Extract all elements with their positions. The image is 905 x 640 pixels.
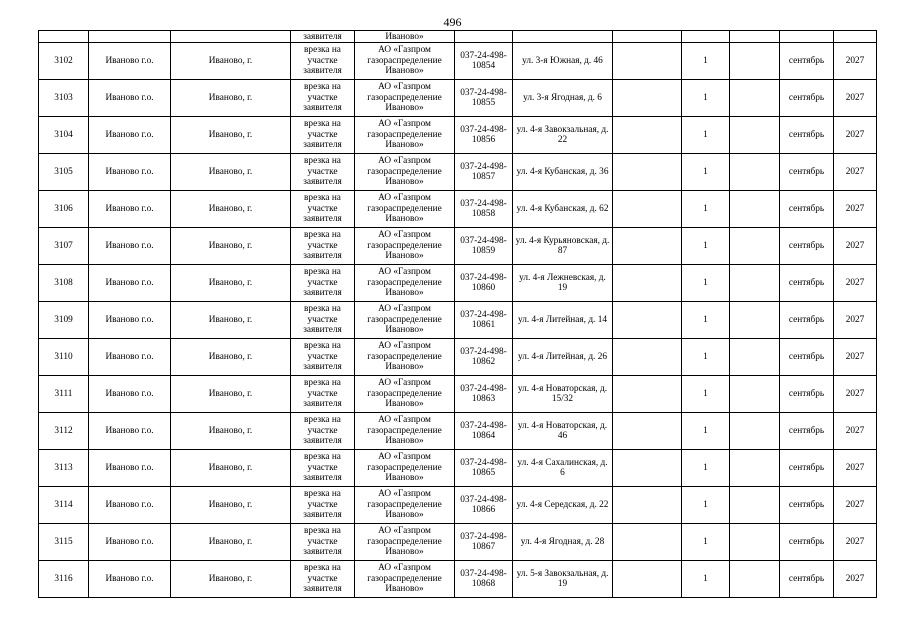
- cell-empty: [613, 561, 682, 598]
- table-row: [39, 265, 877, 302]
- cell-empty: [730, 302, 780, 339]
- cell-district: Иваново г.о.: [89, 265, 171, 302]
- cell-locality: Иваново, г.: [171, 450, 291, 487]
- cell-count: 1: [682, 80, 730, 117]
- cell-org: АО «Газпром газораспределение Иваново»: [355, 376, 455, 413]
- cell-empty: [730, 450, 780, 487]
- cell-method: врезка на участке заявителя: [291, 302, 355, 339]
- cell-district: Иваново г.о.: [89, 191, 171, 228]
- cell-code: 037-24-498-10860: [455, 265, 513, 302]
- cell-address: ул. 4-я Кубанская, д. 62: [513, 191, 613, 228]
- cell-empty: [730, 524, 780, 561]
- cell-empty: [613, 80, 682, 117]
- cell-method: врезка на участке заявителя: [291, 154, 355, 191]
- cell-empty: [730, 265, 780, 302]
- cell-count: 1: [682, 524, 730, 561]
- cell-org: АО «Газпром газораспределение Иваново»: [355, 561, 455, 598]
- table-row: [39, 413, 877, 450]
- cell-code: 037-24-498-10861: [455, 302, 513, 339]
- cell-empty: [613, 43, 682, 80]
- cell-district: Иваново г.о.: [89, 524, 171, 561]
- cell-year: 2027: [834, 265, 877, 302]
- page-number: 496: [443, 15, 462, 29]
- cell-district: Иваново г.о.: [89, 117, 171, 154]
- cell-count: 1: [682, 302, 730, 339]
- cell-month: сентябрь: [780, 117, 834, 154]
- cell-empty: [613, 154, 682, 191]
- cell-year: 2027: [834, 376, 877, 413]
- cell-empty: [513, 31, 613, 43]
- cell-locality: Иваново, г.: [171, 265, 291, 302]
- cell-district: Иваново г.о.: [89, 450, 171, 487]
- cell-code: 037-24-498-10857: [455, 154, 513, 191]
- table-row: [39, 524, 877, 561]
- cell-month: сентябрь: [780, 413, 834, 450]
- cell-count: 1: [682, 117, 730, 154]
- cell-empty: [730, 487, 780, 524]
- cell-code: 037-24-498-10867: [455, 524, 513, 561]
- cell-district: Иваново г.о.: [89, 154, 171, 191]
- cell-empty: [613, 228, 682, 265]
- cell-method: заявителя: [291, 31, 355, 43]
- cell-count: 1: [682, 339, 730, 376]
- cell-method: врезка на участке заявителя: [291, 228, 355, 265]
- cell-locality: Иваново, г.: [171, 302, 291, 339]
- cell-address: ул. 4-я Завокзальная, д. 22: [513, 117, 613, 154]
- cell-number: 3105: [39, 154, 89, 191]
- table-row: [39, 80, 877, 117]
- cell-empty: [730, 376, 780, 413]
- cell-empty: [730, 117, 780, 154]
- cell-empty: [613, 339, 682, 376]
- cell-code: 037-24-498-10856: [455, 117, 513, 154]
- cell-month: сентябрь: [780, 154, 834, 191]
- cell-empty: [613, 302, 682, 339]
- cell-method: врезка на участке заявителя: [291, 191, 355, 228]
- cell-year: 2027: [834, 561, 877, 598]
- table-row: [39, 43, 877, 80]
- cell-locality: Иваново, г.: [171, 117, 291, 154]
- cell-org: Иваново»: [355, 31, 455, 43]
- table-row: [39, 376, 877, 413]
- cell-empty: [613, 265, 682, 302]
- cell-method: врезка на участке заявителя: [291, 339, 355, 376]
- cell-count: 1: [682, 450, 730, 487]
- cell-address: ул. 3-я Ягодная, д. 6: [513, 80, 613, 117]
- cell-year: 2027: [834, 524, 877, 561]
- cell-locality: Иваново, г.: [171, 191, 291, 228]
- cell-count: 1: [682, 154, 730, 191]
- cell-number: 3107: [39, 228, 89, 265]
- cell-month: сентябрь: [780, 561, 834, 598]
- cell-number: 3112: [39, 413, 89, 450]
- cell-org: АО «Газпром газораспределение Иваново»: [355, 80, 455, 117]
- cell-empty: [780, 31, 834, 43]
- cell-locality: Иваново, г.: [171, 561, 291, 598]
- cell-method: врезка на участке заявителя: [291, 80, 355, 117]
- cell-code: 037-24-498-10865: [455, 450, 513, 487]
- cell-empty: [730, 80, 780, 117]
- cell-code: 037-24-498-10859: [455, 228, 513, 265]
- cell-address: ул. 3-я Южная, д. 46: [513, 43, 613, 80]
- cell-count: 1: [682, 487, 730, 524]
- gasification-table: [38, 30, 877, 598]
- cell-org: АО «Газпром газораспределение Иваново»: [355, 191, 455, 228]
- cell-month: сентябрь: [780, 524, 834, 561]
- cell-org: АО «Газпром газораспределение Иваново»: [355, 154, 455, 191]
- cell-address: ул. 4-я Кубанская, д. 36: [513, 154, 613, 191]
- cell-code: 037-24-498-10862: [455, 339, 513, 376]
- cell-number: 3110: [39, 339, 89, 376]
- table-row-continuation: [39, 31, 877, 43]
- cell-year: 2027: [834, 302, 877, 339]
- cell-count: 1: [682, 228, 730, 265]
- cell-locality: Иваново, г.: [171, 339, 291, 376]
- cell-year: 2027: [834, 80, 877, 117]
- cell-number: 3104: [39, 117, 89, 154]
- cell-address: ул. 4-я Сахалинская, д. 6: [513, 450, 613, 487]
- cell-year: 2027: [834, 413, 877, 450]
- cell-empty: [89, 31, 171, 43]
- cell-address: ул. 4-я Новаторская, д. 15/32: [513, 376, 613, 413]
- cell-org: АО «Газпром газораспределение Иваново»: [355, 339, 455, 376]
- cell-locality: Иваново, г.: [171, 43, 291, 80]
- cell-empty: [613, 117, 682, 154]
- cell-code: 037-24-498-10854: [455, 43, 513, 80]
- cell-org: АО «Газпром газораспределение Иваново»: [355, 265, 455, 302]
- cell-org: АО «Газпром газораспределение Иваново»: [355, 43, 455, 80]
- cell-method: врезка на участке заявителя: [291, 561, 355, 598]
- cell-locality: Иваново, г.: [171, 154, 291, 191]
- cell-month: сентябрь: [780, 339, 834, 376]
- cell-month: сентябрь: [780, 43, 834, 80]
- cell-count: 1: [682, 43, 730, 80]
- cell-address: ул. 4-я Середская, д. 22: [513, 487, 613, 524]
- cell-number: 3115: [39, 524, 89, 561]
- cell-method: врезка на участке заявителя: [291, 450, 355, 487]
- cell-number: 3102: [39, 43, 89, 80]
- cell-address: ул. 5-я Завокзальная, д. 19: [513, 561, 613, 598]
- cell-locality: Иваново, г.: [171, 376, 291, 413]
- cell-empty: [730, 413, 780, 450]
- cell-locality: Иваново, г.: [171, 413, 291, 450]
- cell-district: Иваново г.о.: [89, 376, 171, 413]
- cell-count: 1: [682, 376, 730, 413]
- cell-district: Иваново г.о.: [89, 228, 171, 265]
- cell-year: 2027: [834, 117, 877, 154]
- cell-org: АО «Газпром газораспределение Иваново»: [355, 117, 455, 154]
- cell-method: врезка на участке заявителя: [291, 524, 355, 561]
- cell-year: 2027: [834, 154, 877, 191]
- cell-empty: [455, 31, 513, 43]
- cell-month: сентябрь: [780, 450, 834, 487]
- cell-count: 1: [682, 561, 730, 598]
- cell-method: врезка на участке заявителя: [291, 265, 355, 302]
- cell-year: 2027: [834, 228, 877, 265]
- table-row: [39, 561, 877, 598]
- cell-empty: [39, 31, 89, 43]
- cell-org: АО «Газпром газораспределение Иваново»: [355, 413, 455, 450]
- cell-address: ул. 4-я Курьяновская, д. 87: [513, 228, 613, 265]
- table-row: [39, 487, 877, 524]
- cell-number: 3111: [39, 376, 89, 413]
- cell-district: Иваново г.о.: [89, 487, 171, 524]
- cell-count: 1: [682, 191, 730, 228]
- cell-code: 037-24-498-10858: [455, 191, 513, 228]
- cell-code: 037-24-498-10864: [455, 413, 513, 450]
- cell-address: ул. 4-я Литейная, д. 14: [513, 302, 613, 339]
- cell-month: сентябрь: [780, 191, 834, 228]
- cell-month: сентябрь: [780, 376, 834, 413]
- cell-month: сентябрь: [780, 80, 834, 117]
- cell-number: 3108: [39, 265, 89, 302]
- cell-empty: [171, 31, 291, 43]
- cell-empty: [613, 191, 682, 228]
- cell-year: 2027: [834, 43, 877, 80]
- cell-month: сентябрь: [780, 228, 834, 265]
- cell-empty: [834, 31, 877, 43]
- cell-number: 3109: [39, 302, 89, 339]
- cell-method: врезка на участке заявителя: [291, 117, 355, 154]
- cell-empty: [730, 228, 780, 265]
- cell-district: Иваново г.о.: [89, 561, 171, 598]
- table-body: [39, 31, 877, 598]
- cell-number: 3114: [39, 487, 89, 524]
- cell-number: 3106: [39, 191, 89, 228]
- cell-district: Иваново г.о.: [89, 413, 171, 450]
- cell-empty: [613, 450, 682, 487]
- cell-year: 2027: [834, 487, 877, 524]
- cell-code: 037-24-498-10866: [455, 487, 513, 524]
- cell-code: 037-24-498-10855: [455, 80, 513, 117]
- cell-locality: Иваново, г.: [171, 524, 291, 561]
- cell-month: сентябрь: [780, 302, 834, 339]
- cell-org: АО «Газпром газораспределение Иваново»: [355, 450, 455, 487]
- table-row: [39, 191, 877, 228]
- cell-year: 2027: [834, 450, 877, 487]
- cell-number: 3113: [39, 450, 89, 487]
- cell-count: 1: [682, 413, 730, 450]
- cell-org: АО «Газпром газораспределение Иваново»: [355, 228, 455, 265]
- cell-year: 2027: [834, 339, 877, 376]
- cell-method: врезка на участке заявителя: [291, 413, 355, 450]
- table-row: [39, 154, 877, 191]
- table-row: [39, 339, 877, 376]
- cell-month: сентябрь: [780, 265, 834, 302]
- cell-empty: [730, 31, 780, 43]
- cell-empty: [730, 154, 780, 191]
- cell-empty: [730, 191, 780, 228]
- table-row: [39, 228, 877, 265]
- cell-address: ул. 4-я Лежневская, д. 19: [513, 265, 613, 302]
- cell-empty: [730, 561, 780, 598]
- cell-code: 037-24-498-10868: [455, 561, 513, 598]
- cell-empty: [613, 413, 682, 450]
- cell-month: сентябрь: [780, 487, 834, 524]
- table-row: [39, 302, 877, 339]
- cell-locality: Иваново, г.: [171, 487, 291, 524]
- cell-empty: [613, 487, 682, 524]
- cell-empty: [682, 31, 730, 43]
- cell-empty: [613, 31, 682, 43]
- table-row: [39, 117, 877, 154]
- cell-org: АО «Газпром газораспределение Иваново»: [355, 487, 455, 524]
- cell-empty: [730, 339, 780, 376]
- cell-district: Иваново г.о.: [89, 80, 171, 117]
- cell-address: ул. 4-я Ягодная, д. 28: [513, 524, 613, 561]
- cell-code: 037-24-498-10863: [455, 376, 513, 413]
- cell-count: 1: [682, 265, 730, 302]
- cell-empty: [613, 524, 682, 561]
- cell-district: Иваново г.о.: [89, 339, 171, 376]
- cell-number: 3103: [39, 80, 89, 117]
- cell-method: врезка на участке заявителя: [291, 43, 355, 80]
- cell-org: АО «Газпром газораспределение Иваново»: [355, 302, 455, 339]
- cell-method: врезка на участке заявителя: [291, 487, 355, 524]
- cell-address: ул. 4-я Литейная, д. 26: [513, 339, 613, 376]
- table-row: [39, 450, 877, 487]
- cell-number: 3116: [39, 561, 89, 598]
- cell-empty: [730, 43, 780, 80]
- cell-method: врезка на участке заявителя: [291, 376, 355, 413]
- cell-locality: Иваново, г.: [171, 80, 291, 117]
- cell-empty: [613, 376, 682, 413]
- cell-year: 2027: [834, 191, 877, 228]
- cell-district: Иваново г.о.: [89, 302, 171, 339]
- cell-address: ул. 4-я Новаторская, д. 46: [513, 413, 613, 450]
- cell-locality: Иваново, г.: [171, 228, 291, 265]
- cell-district: Иваново г.о.: [89, 43, 171, 80]
- cell-org: АО «Газпром газораспределение Иваново»: [355, 524, 455, 561]
